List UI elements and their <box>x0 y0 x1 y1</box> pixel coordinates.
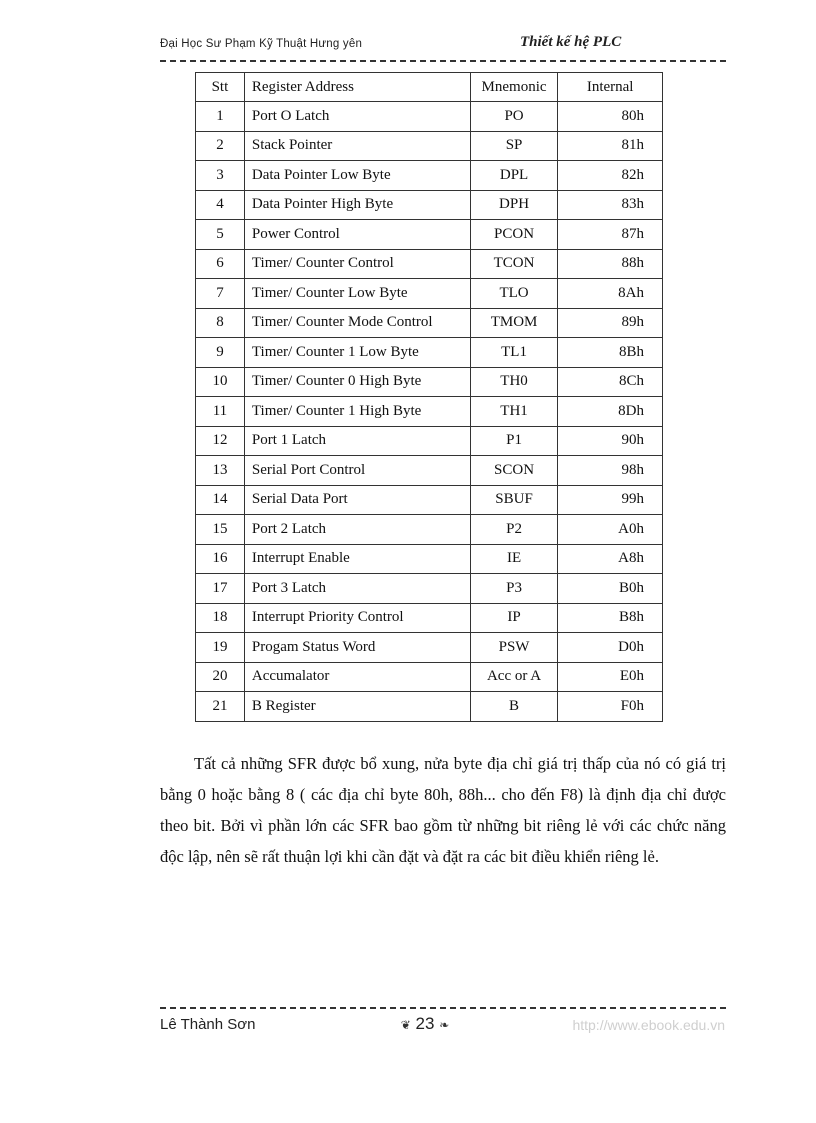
cell-register-address: B Register <box>244 692 470 722</box>
table-row <box>196 220 663 250</box>
table-row <box>196 190 663 220</box>
running-header-institution: Đại Học Sư Phạm Kỹ Thuật Hưng yên <box>160 38 363 50</box>
table-header-row <box>196 73 663 102</box>
cell-mnemonic: TH1 <box>470 397 557 427</box>
cell-internal: 8Ch <box>558 367 663 397</box>
footer-author: Lê Thành Sơn <box>160 1016 256 1033</box>
table-row <box>196 161 663 191</box>
cell-stt: 18 <box>196 603 245 633</box>
running-header-title: Thiết kế hệ PLC <box>520 34 622 50</box>
column-header-stt: Stt <box>196 73 245 102</box>
cell-mnemonic: PSW <box>470 633 557 663</box>
table-row <box>196 515 663 545</box>
cell-internal: A0h <box>558 515 663 545</box>
table-row <box>196 485 663 515</box>
cell-mnemonic: PCON <box>470 220 557 250</box>
cell-internal: 8Bh <box>558 338 663 368</box>
cell-stt: 7 <box>196 279 245 309</box>
cell-stt: 6 <box>196 249 245 279</box>
cell-register-address: Progam Status Word <box>244 633 470 663</box>
cell-register-address: Port 2 Latch <box>244 515 470 545</box>
cell-mnemonic: DPH <box>470 190 557 220</box>
cell-stt: 14 <box>196 485 245 515</box>
table-row <box>196 308 663 338</box>
cell-internal: 81h <box>558 131 663 161</box>
cell-stt: 9 <box>196 338 245 368</box>
cell-mnemonic: SP <box>470 131 557 161</box>
cell-mnemonic: PO <box>470 102 557 132</box>
cell-mnemonic: SBUF <box>470 485 557 515</box>
table-row <box>196 367 663 397</box>
column-header-mnemonic: Mnemonic <box>470 73 557 102</box>
cell-stt: 16 <box>196 544 245 574</box>
cell-internal: B8h <box>558 603 663 633</box>
cell-register-address: Data Pointer High Byte <box>244 190 470 220</box>
cell-internal: A8h <box>558 544 663 574</box>
cell-register-address: Accumalator <box>244 662 470 692</box>
cell-stt: 3 <box>196 161 245 191</box>
cell-stt: 12 <box>196 426 245 456</box>
column-header-register-address: Register Address <box>244 73 470 102</box>
table-row <box>196 603 663 633</box>
cell-mnemonic: DPL <box>470 161 557 191</box>
table-row <box>196 692 663 722</box>
table-row <box>196 426 663 456</box>
cell-stt: 1 <box>196 102 245 132</box>
sfr-register-table <box>195 72 663 722</box>
cell-register-address: Timer/ Counter Mode Control <box>244 308 470 338</box>
table-row <box>196 456 663 486</box>
cell-register-address: Data Pointer Low Byte <box>244 161 470 191</box>
table-row <box>196 544 663 574</box>
cell-internal: E0h <box>558 662 663 692</box>
cell-internal: 83h <box>558 190 663 220</box>
cell-stt: 20 <box>196 662 245 692</box>
cell-stt: 19 <box>196 633 245 663</box>
right-ornament-icon: ❧ <box>439 1018 450 1032</box>
cell-mnemonic: B <box>470 692 557 722</box>
cell-register-address: Interrupt Enable <box>244 544 470 574</box>
cell-stt: 11 <box>196 397 245 427</box>
cell-stt: 5 <box>196 220 245 250</box>
table-row <box>196 662 663 692</box>
cell-mnemonic: TL1 <box>470 338 557 368</box>
cell-stt: 10 <box>196 367 245 397</box>
cell-mnemonic: P1 <box>470 426 557 456</box>
cell-internal: 82h <box>558 161 663 191</box>
cell-stt: 2 <box>196 131 245 161</box>
cell-internal: 88h <box>558 249 663 279</box>
cell-internal: F0h <box>558 692 663 722</box>
cell-mnemonic: SCON <box>470 456 557 486</box>
cell-register-address: Power Control <box>244 220 470 250</box>
cell-stt: 17 <box>196 574 245 604</box>
cell-register-address: Timer/ Counter Control <box>244 249 470 279</box>
table-row <box>196 574 663 604</box>
cell-internal: 80h <box>558 102 663 132</box>
cell-internal: B0h <box>558 574 663 604</box>
cell-register-address: Stack Pointer <box>244 131 470 161</box>
table-row <box>196 249 663 279</box>
cell-internal: 89h <box>558 308 663 338</box>
cell-mnemonic: TMOM <box>470 308 557 338</box>
cell-register-address: Serial Data Port <box>244 485 470 515</box>
cell-internal: 8Ah <box>558 279 663 309</box>
table-row <box>196 102 663 132</box>
table-row <box>196 397 663 427</box>
body-paragraph: Tất cả những SFR được bổ xung, nửa byte địa chỉ giá trị thấp của nó có giá trị bằng 0 hoặc bằng 8 ( các địa chỉ byte 80h, 88h... cho đến F8) là định địa chỉ được theo bit. Bởi vì phần lớn các SFR bao gồm từ những bit riêng lẻ với các chức năng độc lập, nên sẽ rất thuận lợi khi cần đặt và đặt ra các bit điều khiển riêng lẻ. <box>160 754 726 866</box>
cell-register-address: Interrupt Priority Control <box>244 603 470 633</box>
cell-internal: 90h <box>558 426 663 456</box>
cell-mnemonic: P3 <box>470 574 557 604</box>
header-divider <box>160 60 726 62</box>
table-body <box>196 102 663 722</box>
cell-register-address: Timer/ Counter 1 High Byte <box>244 397 470 427</box>
page-number: 23 <box>415 1014 435 1033</box>
table-row <box>196 633 663 663</box>
table-row <box>196 279 663 309</box>
cell-internal: D0h <box>558 633 663 663</box>
footer-divider <box>160 1007 726 1009</box>
footer-page-number-block <box>380 1014 470 1034</box>
footer-url: http://www.ebook.edu.vn <box>572 1017 725 1033</box>
cell-register-address: Port 3 Latch <box>244 574 470 604</box>
cell-internal: 98h <box>558 456 663 486</box>
cell-mnemonic: P2 <box>470 515 557 545</box>
cell-register-address: Timer/ Counter Low Byte <box>244 279 470 309</box>
column-header-internal: Internal <box>558 73 663 102</box>
cell-mnemonic: IP <box>470 603 557 633</box>
cell-mnemonic: TCON <box>470 249 557 279</box>
cell-stt: 4 <box>196 190 245 220</box>
left-ornament-icon: ❦ <box>400 1018 411 1032</box>
cell-mnemonic: TLO <box>470 279 557 309</box>
cell-register-address: Serial Port Control <box>244 456 470 486</box>
cell-stt: 8 <box>196 308 245 338</box>
cell-mnemonic: TH0 <box>470 367 557 397</box>
cell-stt: 13 <box>196 456 245 486</box>
cell-internal: 87h <box>558 220 663 250</box>
table-row <box>196 131 663 161</box>
cell-stt: 21 <box>196 692 245 722</box>
table-row <box>196 338 663 368</box>
cell-mnemonic: Acc or A <box>470 662 557 692</box>
cell-internal: 99h <box>558 485 663 515</box>
cell-internal: 8Dh <box>558 397 663 427</box>
cell-register-address: Port O Latch <box>244 102 470 132</box>
cell-mnemonic: IE <box>470 544 557 574</box>
cell-stt: 15 <box>196 515 245 545</box>
cell-register-address: Timer/ Counter 0 High Byte <box>244 367 470 397</box>
cell-register-address: Timer/ Counter 1 Low Byte <box>244 338 470 368</box>
cell-register-address: Port 1 Latch <box>244 426 470 456</box>
